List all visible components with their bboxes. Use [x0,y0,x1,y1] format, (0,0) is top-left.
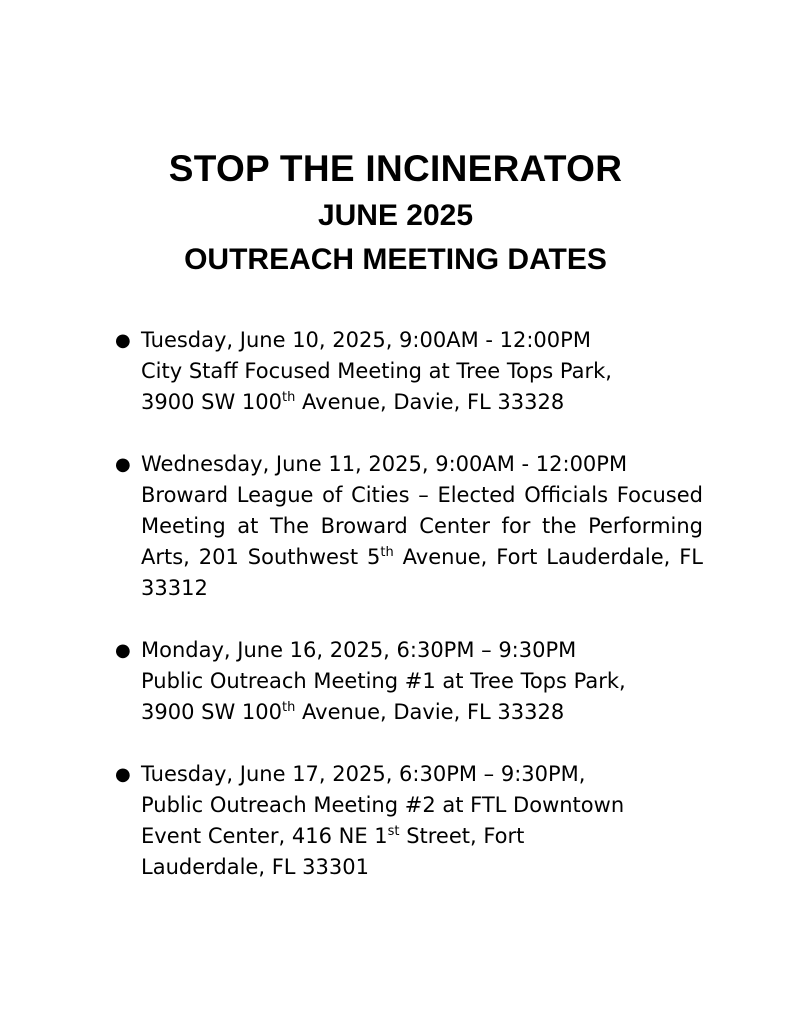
meeting-location-line: Public Outreach Meeting #1 at Tree Tops Park, [141,669,626,693]
meeting-description [141,790,703,883]
meeting-datetime: Wednesday, June 11, 2025, 9:00AM - 12:00PM [141,452,628,476]
page-subtitle-meetings: OUTREACH MEETING DATES [184,243,607,276]
description-part: Avenue, Fort Lauderdale, FL 33312 [141,545,703,600]
description-part: Broward League of Cities – Elected Officials Focused Meeting at The Broward Center for the Performing Arts, 201 Southwest 5 [141,483,703,569]
meeting-description [141,480,703,604]
meeting-location-line: Public Outreach Meeting #2 at FTL Downtown [141,793,625,817]
meeting-description [141,666,703,728]
meeting-address [141,390,564,414]
list-item [113,449,703,604]
address-part: Street, Fort [399,824,525,848]
meeting-address [141,700,564,724]
meeting-location-line: City Staff Focused Meeting at Tree Tops Park, [141,359,612,383]
meeting-datetime: Tuesday, June 17, 2025, 6:30PM – 9:30PM, [141,762,586,786]
address-part: Event Center, 416 NE 1 [141,824,388,848]
bullet-icon: ● [115,764,131,785]
ordinal-suffix: st [387,824,400,839]
ordinal-suffix: th [281,700,296,715]
bullet-icon: ● [115,454,131,475]
address-part: Avenue, Davie, FL 33328 [295,390,565,414]
address-part: Avenue, Davie, FL 33328 [295,700,565,724]
meeting-list [113,325,703,914]
ordinal-suffix: th [380,545,394,560]
meeting-datetime: Tuesday, June 10, 2025, 9:00AM - 12:00PM [141,328,591,352]
list-item [113,325,703,418]
bullet-icon: ● [115,330,131,351]
meeting-city-line: Lauderdale, FL 33301 [141,855,369,879]
list-item [113,635,703,728]
meeting-description [141,356,703,418]
list-item [113,759,703,883]
page-subtitle-month: JUNE 2025 [317,199,474,232]
bullet-icon: ● [115,640,131,661]
address-part: 3900 SW 100 [141,390,282,414]
meeting-address [141,821,703,852]
page-title: STOP THE INCINERATOR [168,148,623,189]
address-part: 3900 SW 100 [141,700,282,724]
ordinal-suffix: th [281,390,296,405]
meeting-datetime: Monday, June 16, 2025, 6:30PM – 9:30PM [141,638,577,662]
